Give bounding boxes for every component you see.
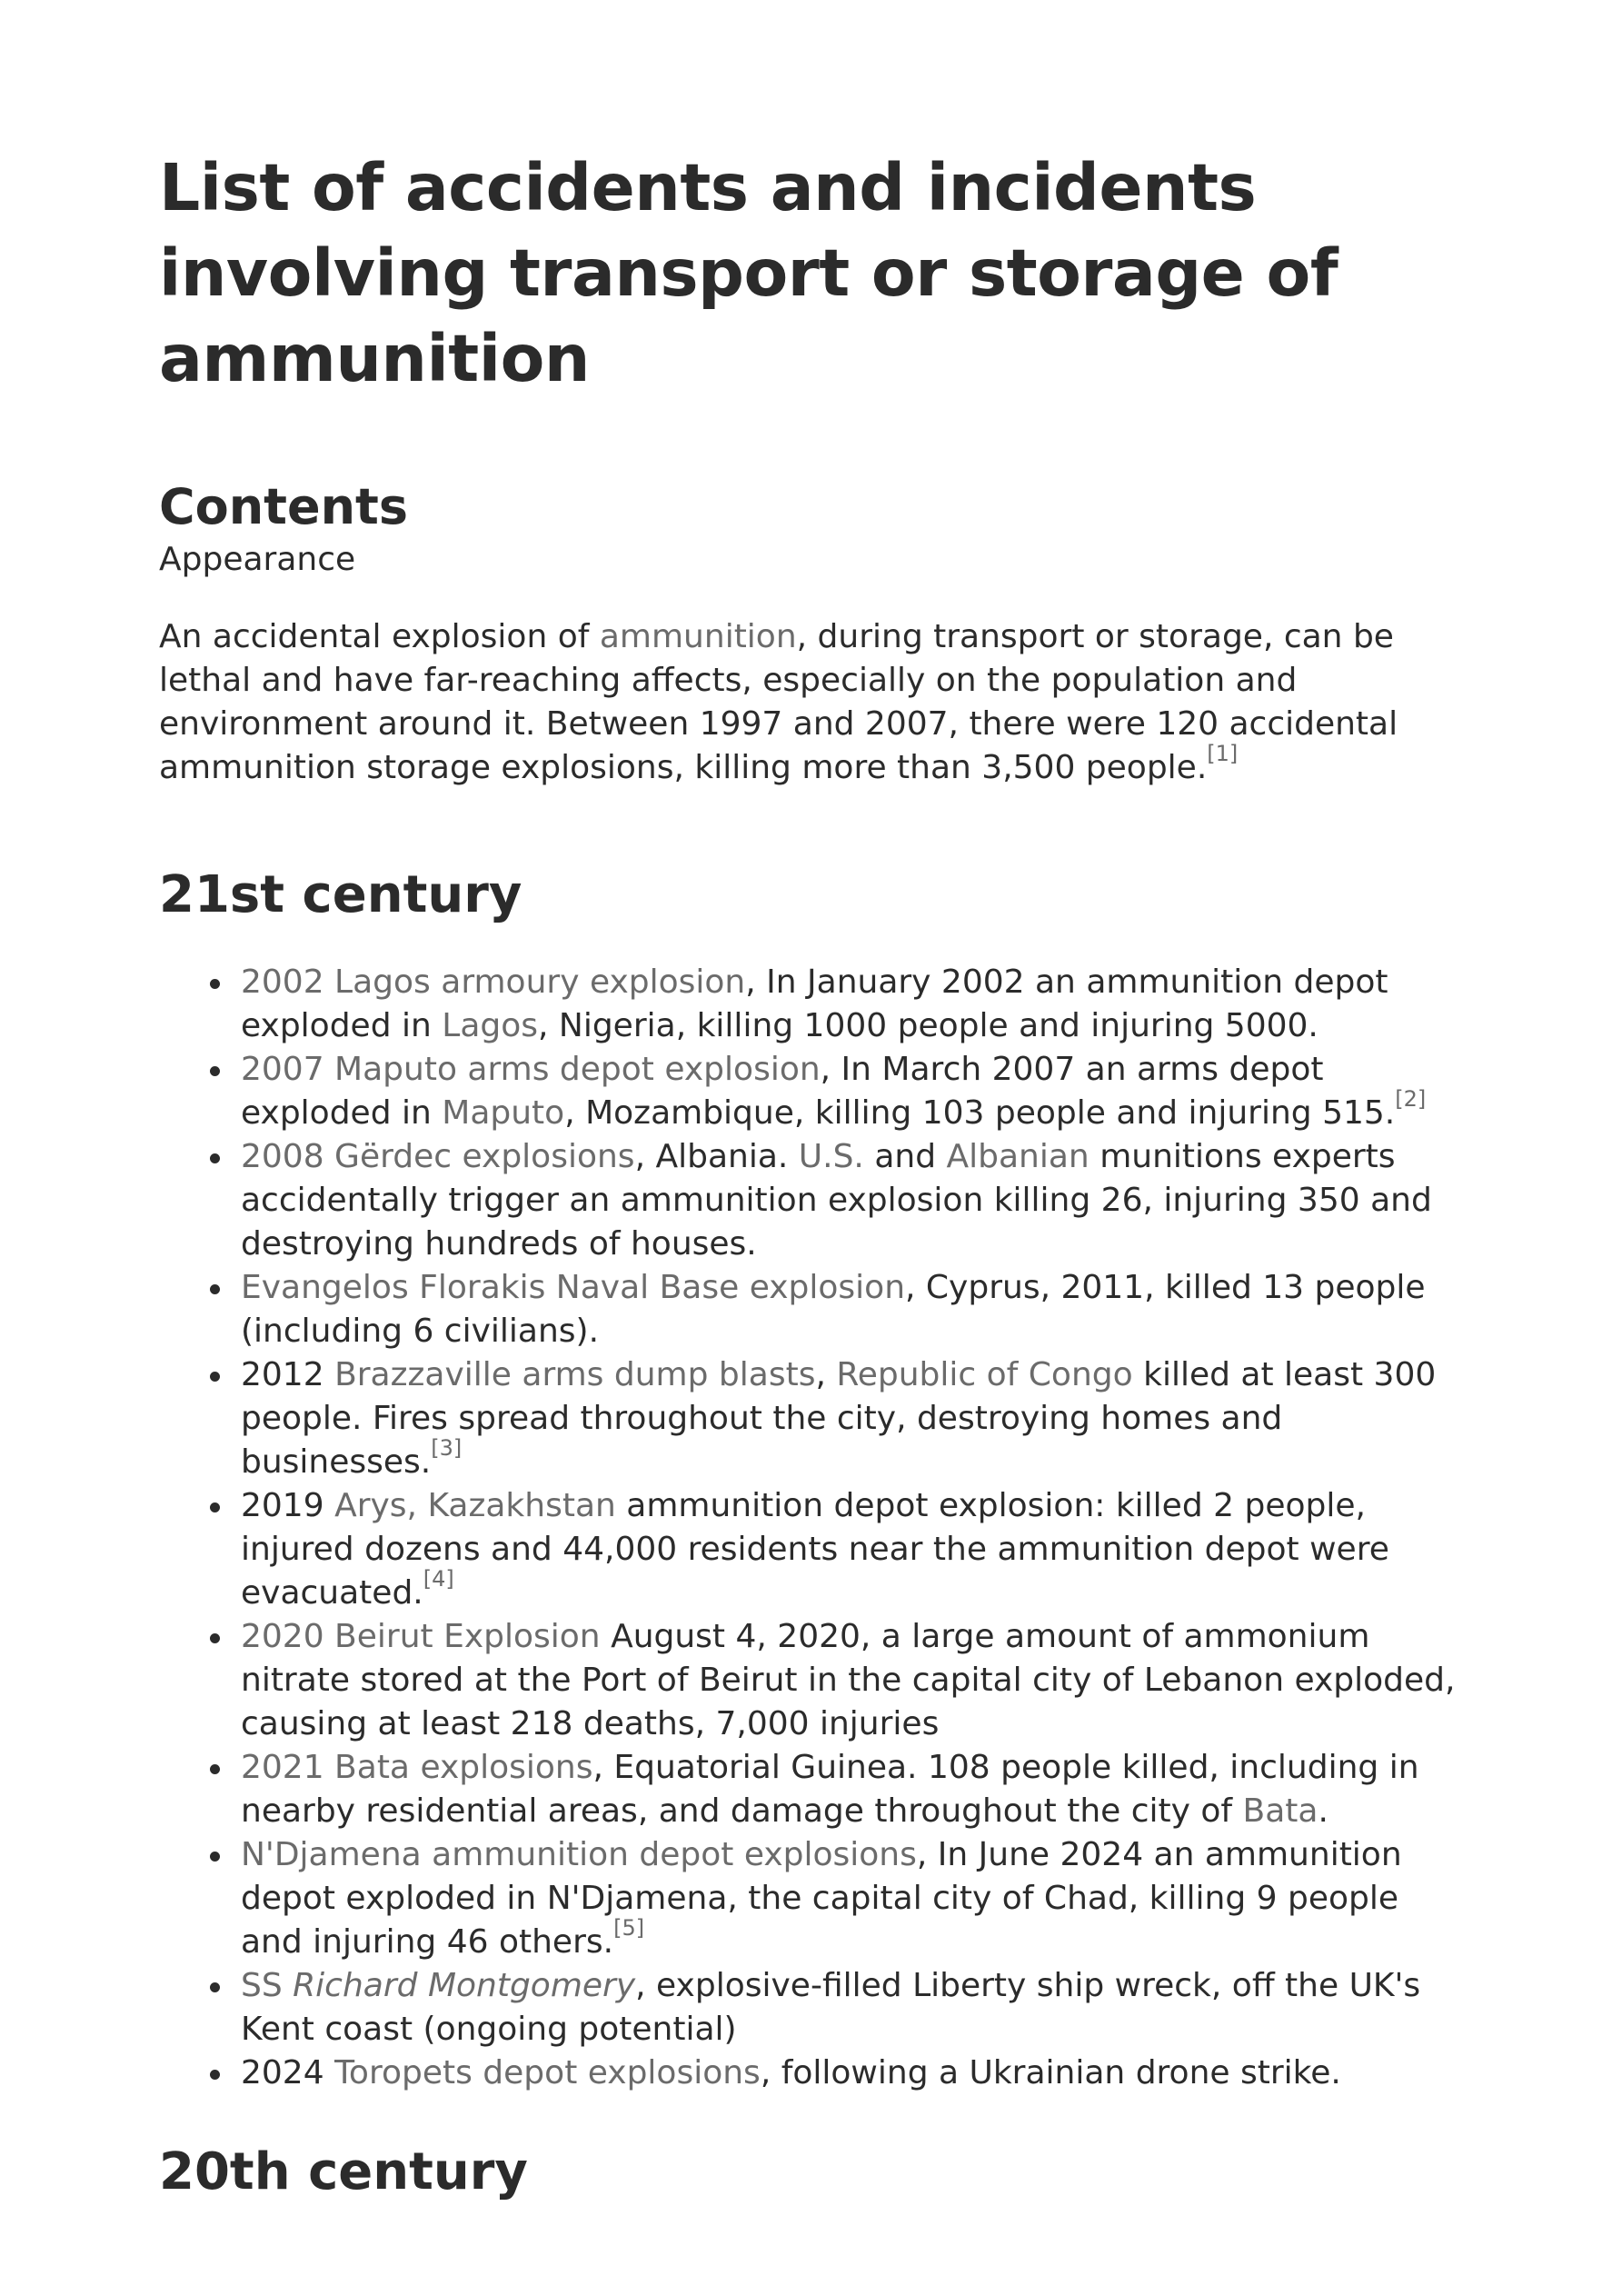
list-item — [241, 1964, 1468, 2051]
event-text: , In January 2002 an ammunition depot exploded in — [241, 963, 1388, 1044]
list-item — [241, 1746, 1468, 1833]
event-text: munitions experts accidentally trigger an ammunition explosion killing 26, injuring 350 and destroying hundreds of houses. — [241, 1138, 1432, 1263]
link-republic-of-congo[interactable]: Republic of Congo — [836, 1356, 1133, 1393]
event-text: , — [815, 1356, 837, 1393]
event-text: , explosive-filled Liberty ship wreck, off the UK's Kent coast (ongoing potential) — [241, 1967, 1421, 2048]
event-text: , Nigeria, killing 1000 people and injuring 5000. — [538, 1007, 1318, 1044]
event-text: , Mozambique, killing 103 people and injuring 515. — [564, 1094, 1396, 1132]
appearance-label[interactable]: Appearance — [159, 541, 356, 578]
link-evangelos-florakis-naval-base-explosion[interactable]: Evangelos Florakis Naval Base explosion — [241, 1269, 906, 1306]
event-text: ammunition depot explosion: killed 2 people, injured dozens and 44,000 residents near the ammunition depot were evacuated. — [241, 1487, 1389, 1612]
link-2002-lagos-armoury-explosion[interactable]: 2002 Lagos armoury explosion — [241, 963, 746, 1001]
event-text: , following a Ukrainian drone strike. — [760, 2054, 1341, 2091]
link-ammunition[interactable]: ammunition — [599, 618, 797, 655]
event-text: , In June 2024 an ammunition depot exploded in N'Djamena, the capital city of Chad, killing 9 people and injuring 46 others. — [241, 1836, 1402, 1961]
intro-paragraph — [159, 615, 1468, 790]
ship-name: Richard Montgomery — [293, 1967, 636, 2004]
intro-text: An accidental explosion of — [159, 618, 600, 655]
list-item — [241, 1615, 1468, 1746]
event-text: 2012 — [241, 1356, 335, 1393]
link-brazzaville-arms-dump-blasts[interactable]: Brazzaville arms dump blasts — [334, 1356, 816, 1393]
event-text: , Albania. — [634, 1138, 799, 1175]
reference-2[interactable]: [2] — [1395, 1086, 1427, 1112]
list-item — [241, 961, 1468, 1048]
list-item — [241, 1833, 1468, 1964]
list-item — [241, 2051, 1468, 2095]
link-bata[interactable]: Bata — [1242, 1792, 1318, 1830]
page-title: List of accidents and incidents involving transport or storage of ammunition — [159, 150, 1338, 396]
event-text: killed at least 300 people. Fires spread throughout the city, destroying homes and businesses. — [241, 1356, 1437, 1481]
link-2020-beirut-explosion[interactable]: 2020 Beirut Explosion — [241, 1618, 601, 1655]
link-2008-gerdec-explosions[interactable]: 2008 Gërdec explosions — [241, 1138, 635, 1175]
link-text: SS — [241, 1967, 294, 2004]
link-arys-kazakhstan[interactable]: Arys, Kazakhstan — [334, 1487, 616, 1524]
event-text: 2024 — [241, 2054, 335, 2091]
reference-4[interactable]: [4] — [423, 1566, 454, 1592]
link-ss-richard-montgomery[interactable] — [241, 1967, 635, 2004]
list-item — [241, 1048, 1468, 1135]
event-text: , Equatorial Guinea. 108 people killed, including in nearby residential areas, and damage throughout the city of — [241, 1749, 1419, 1830]
article — [159, 145, 1468, 2201]
list-item — [241, 1484, 1468, 1615]
event-text: . — [1318, 1792, 1328, 1830]
section-heading-21st-century: 21st century — [159, 865, 522, 924]
reference-3[interactable]: [3] — [431, 1435, 463, 1461]
link-2007-maputo-arms-depot-explosion[interactable]: 2007 Maputo arms depot explosion — [241, 1051, 821, 1088]
list-item — [241, 1135, 1468, 1266]
link-toropets-depot-explosions[interactable]: Toropets depot explosions — [334, 2054, 761, 2091]
contents-heading[interactable]: Contents — [159, 478, 409, 535]
link-albanian[interactable]: Albanian — [946, 1138, 1090, 1175]
section-heading-20th-century: 20th century — [159, 2142, 528, 2201]
link-ndjamena-ammunition-depot-explosions[interactable]: N'Djamena ammunition depot explosions — [241, 1836, 917, 1873]
link-us[interactable]: U.S. — [798, 1138, 864, 1175]
events-list — [241, 961, 1468, 2095]
event-text: , Cyprus, 2011, killed 13 people (including 6 civilians). — [241, 1269, 1426, 1350]
list-item — [241, 1353, 1468, 1484]
link-lagos[interactable]: Lagos — [442, 1007, 539, 1044]
link-2021-bata-explosions[interactable]: 2021 Bata explosions — [241, 1749, 593, 1786]
link-maputo[interactable]: Maputo — [442, 1094, 565, 1132]
event-text: August 4, 2020, a large amount of ammonium nitrate stored at the Port of Beirut in the capital city of Lebanon exploded, causing at least 218 deaths, 7,000 injuries — [241, 1618, 1456, 1742]
event-text: 2019 — [241, 1487, 335, 1524]
reference-5[interactable]: [5] — [613, 1915, 645, 1941]
event-text: , In March 2007 an arms depot exploded in — [241, 1051, 1324, 1132]
intro-text: , during transport or storage, can be lethal and have far-reaching affects, especially on the population and environment around it. Between 1997 and 2007, there were 120 accidental ammunition storage explosions, killing more than 3,500 people. — [159, 618, 1398, 786]
list-item — [241, 1266, 1468, 1353]
event-text: and — [863, 1138, 947, 1175]
reference-1[interactable]: [1] — [1207, 741, 1239, 766]
